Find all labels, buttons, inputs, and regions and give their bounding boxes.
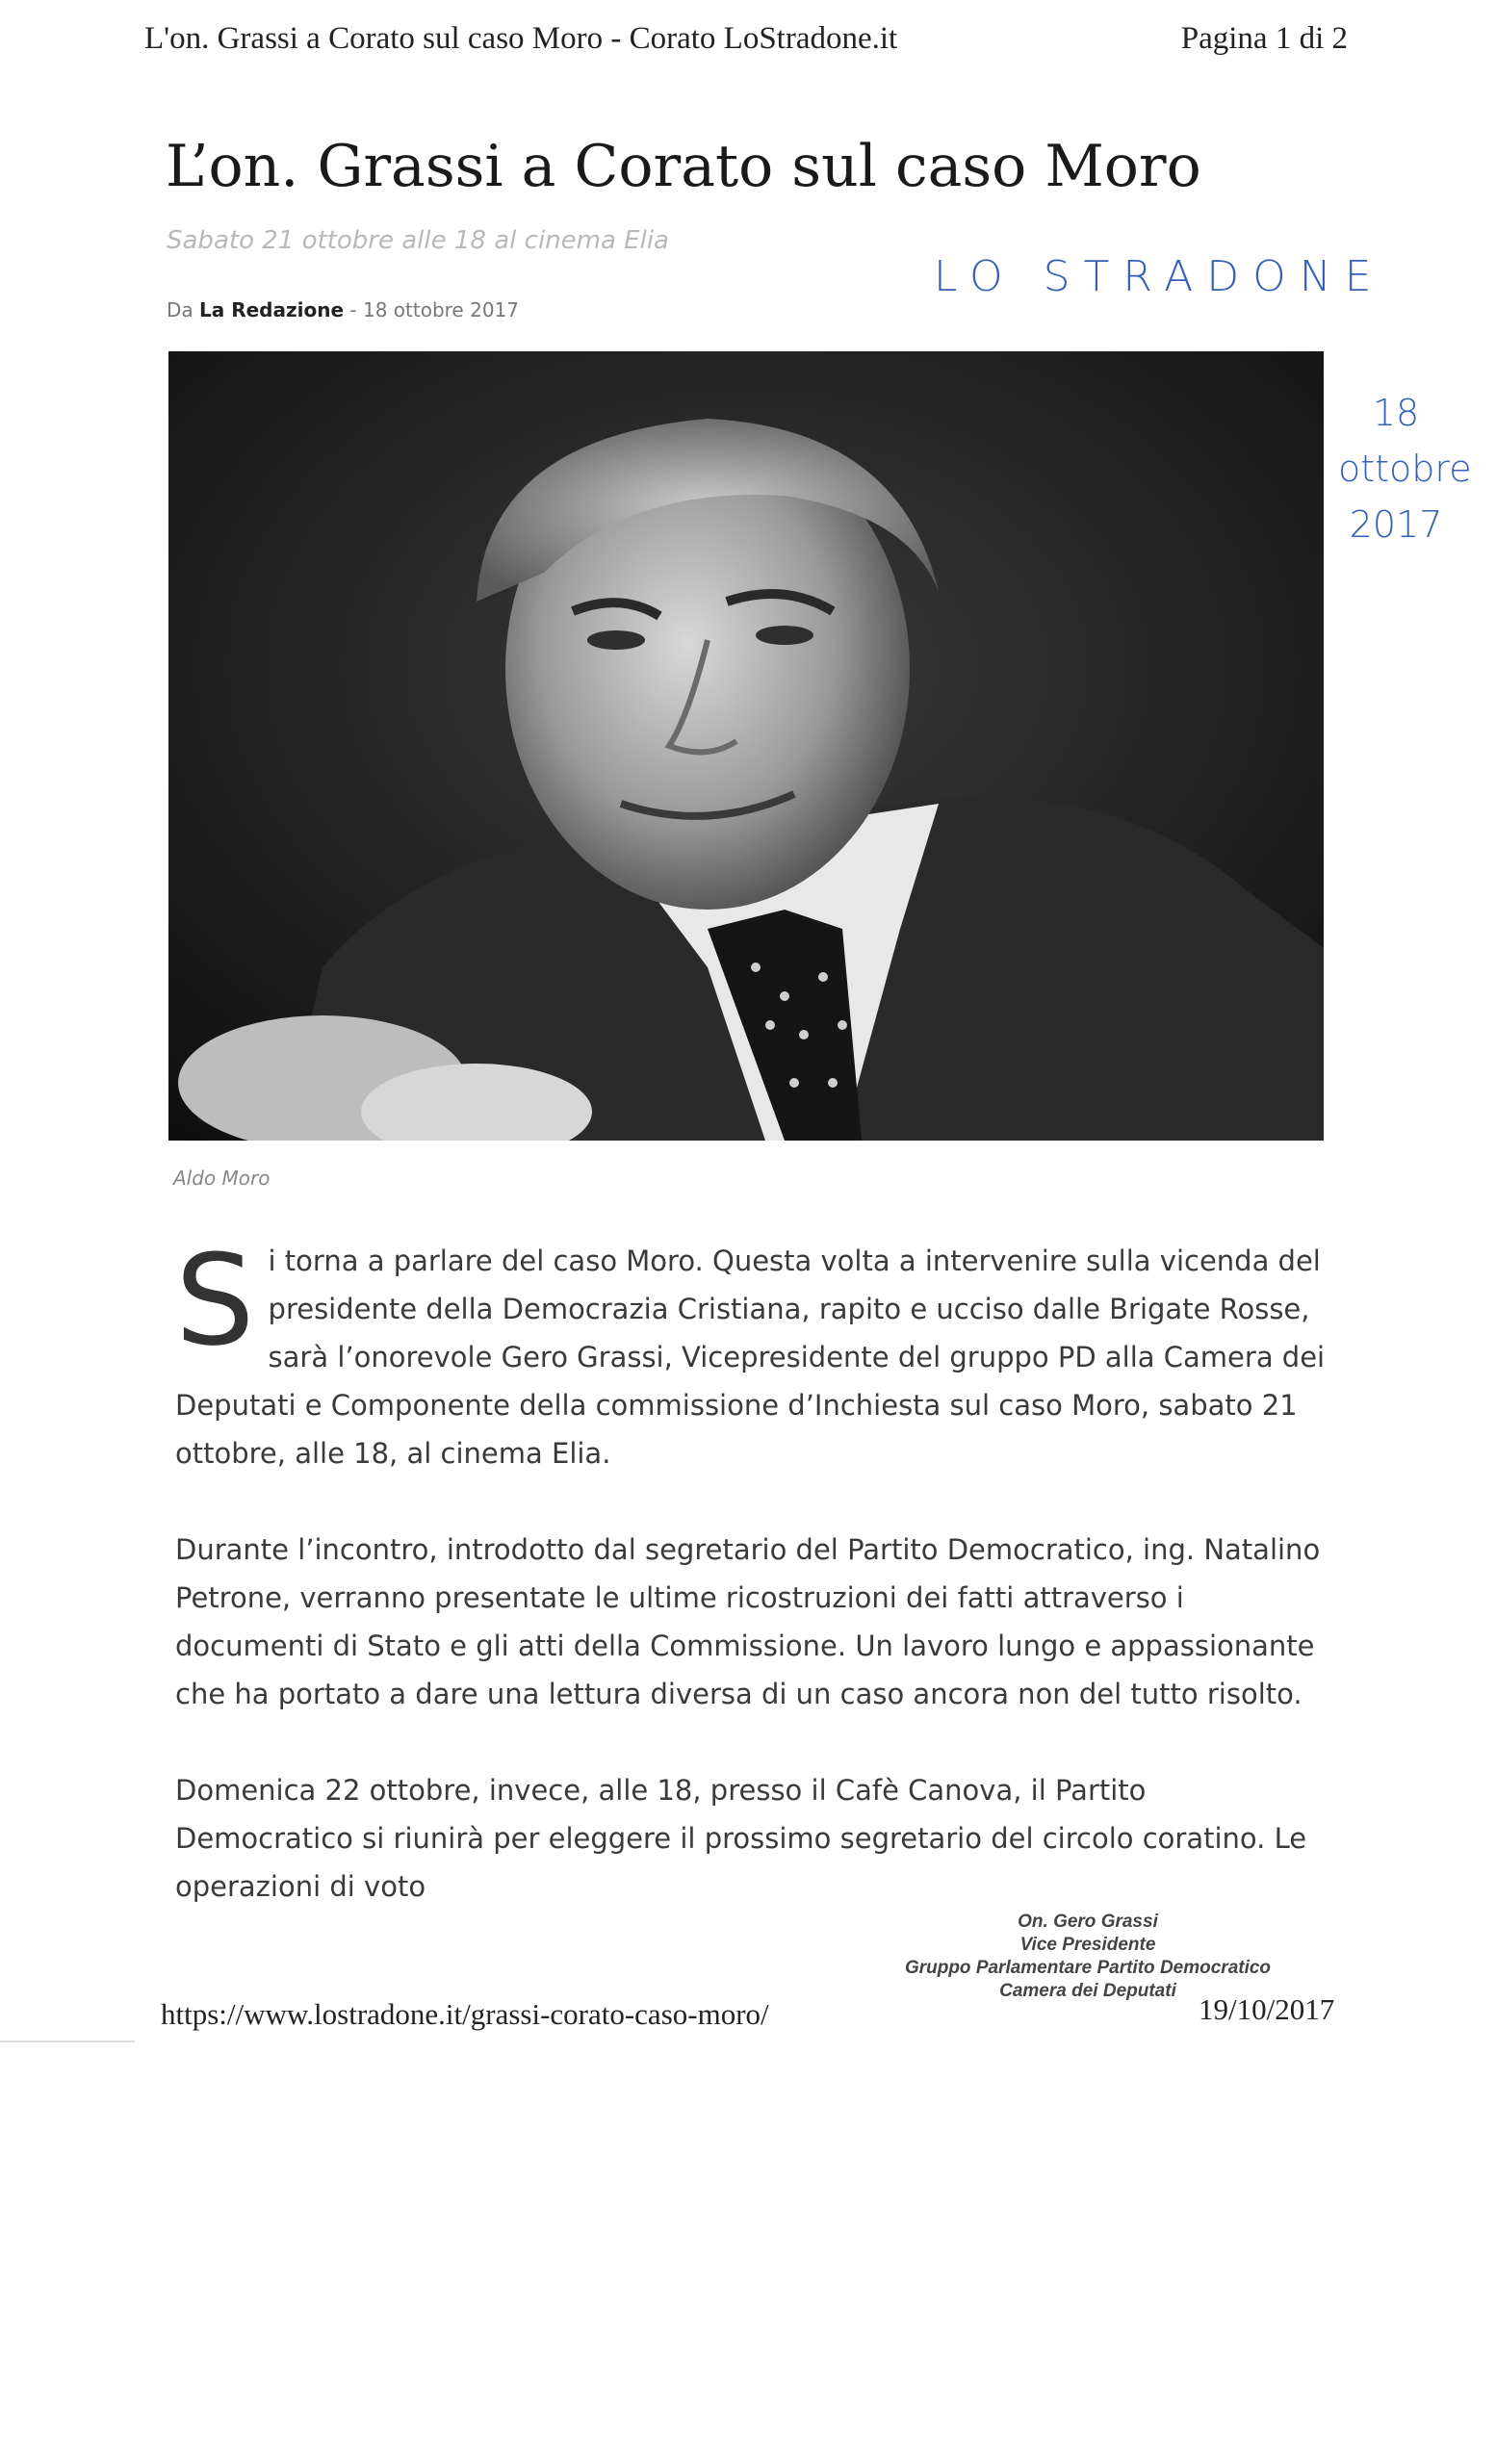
article-title: L’on. Grassi a Corato sul caso Moro <box>166 133 1201 200</box>
article-paragraph: Durante l’incontro, introdotto dal segretario del Partito Democratico, ing. Natalino Petrone, verranno presentate le ultime ricostruzioni dei fatti attraverso i documenti di Stato e gli atti della Commissione. Un lavoro lungo e appassionante che ha portato a dare una lettura diversa di un caso ancora non del tutto risolto. <box>175 1533 1321 1710</box>
article-photo <box>168 351 1324 1141</box>
print-footer-url: https://www.lostradone.it/grassi-corato-caso-moro/ <box>161 1997 769 2031</box>
article-subtitle: Sabato 21 ottobre alle 18 al cinema Elia <box>167 226 669 255</box>
stamp-line: Camera dei Deputati <box>999 1981 1176 2001</box>
print-header-title: L'on. Grassi a Corato sul caso Moro - Corato LoStradone.it <box>144 21 898 56</box>
article-paragraph: Domenica 22 ottobre, invece, alle 18, presso il Cafè Canova, il Partito Democratico si riunirà per eleggere il prossimo segretario del circolo coratino. Le operazioni di voto <box>175 1774 1307 1903</box>
handwritten-source-note: LO STRADONE <box>934 252 1385 301</box>
handwritten-year: 2017 <box>1349 503 1443 546</box>
scan-divider <box>0 2040 135 2042</box>
byline-date: 18 ottobre 2017 <box>362 298 519 321</box>
stamp-line: Vice Presidente <box>1019 1935 1156 1955</box>
handwritten-month: ottobre <box>1338 448 1472 490</box>
paragraph-text: i torna a parlare del caso Moro. Questa volta a intervenire sulla vicenda del presidente della Democrazia Cristiana, rapito e ucciso dalle Brigate Rosse, sarà l’onorevole Gero Grassi, Vicepresidente del gruppo PD alla Camera dei Deputati e Componente della commissione d’Inchiesta sul caso Moro, sabato 21 ottobre, alle 18, al cinema Elia. <box>175 1245 1326 1470</box>
article-body <box>175 1227 1330 1959</box>
print-header <box>144 21 1348 69</box>
print-page-number: Pagina 1 di 2 <box>1180 21 1348 56</box>
article-paragraph <box>175 1227 1330 1477</box>
handwritten-date-note <box>1338 385 1472 552</box>
article-byline <box>167 298 519 321</box>
stamp-line: Gruppo Parlamentare Partito Democratico <box>904 1958 1272 1978</box>
image-caption: Aldo Moro <box>173 1167 271 1190</box>
official-stamp <box>886 1911 1290 2003</box>
portrait-illustration <box>168 351 1324 1141</box>
byline-prefix: Da <box>167 298 193 321</box>
print-footer-date: 19/10/2017 <box>1199 1992 1335 2026</box>
stamp-line: On. Gero Grassi <box>1018 1912 1158 1932</box>
drop-cap: S <box>175 1227 255 1373</box>
handwritten-day: 18 <box>1372 392 1420 434</box>
byline-author[interactable]: La Redazione <box>199 298 345 321</box>
byline-separator: - <box>349 298 357 321</box>
